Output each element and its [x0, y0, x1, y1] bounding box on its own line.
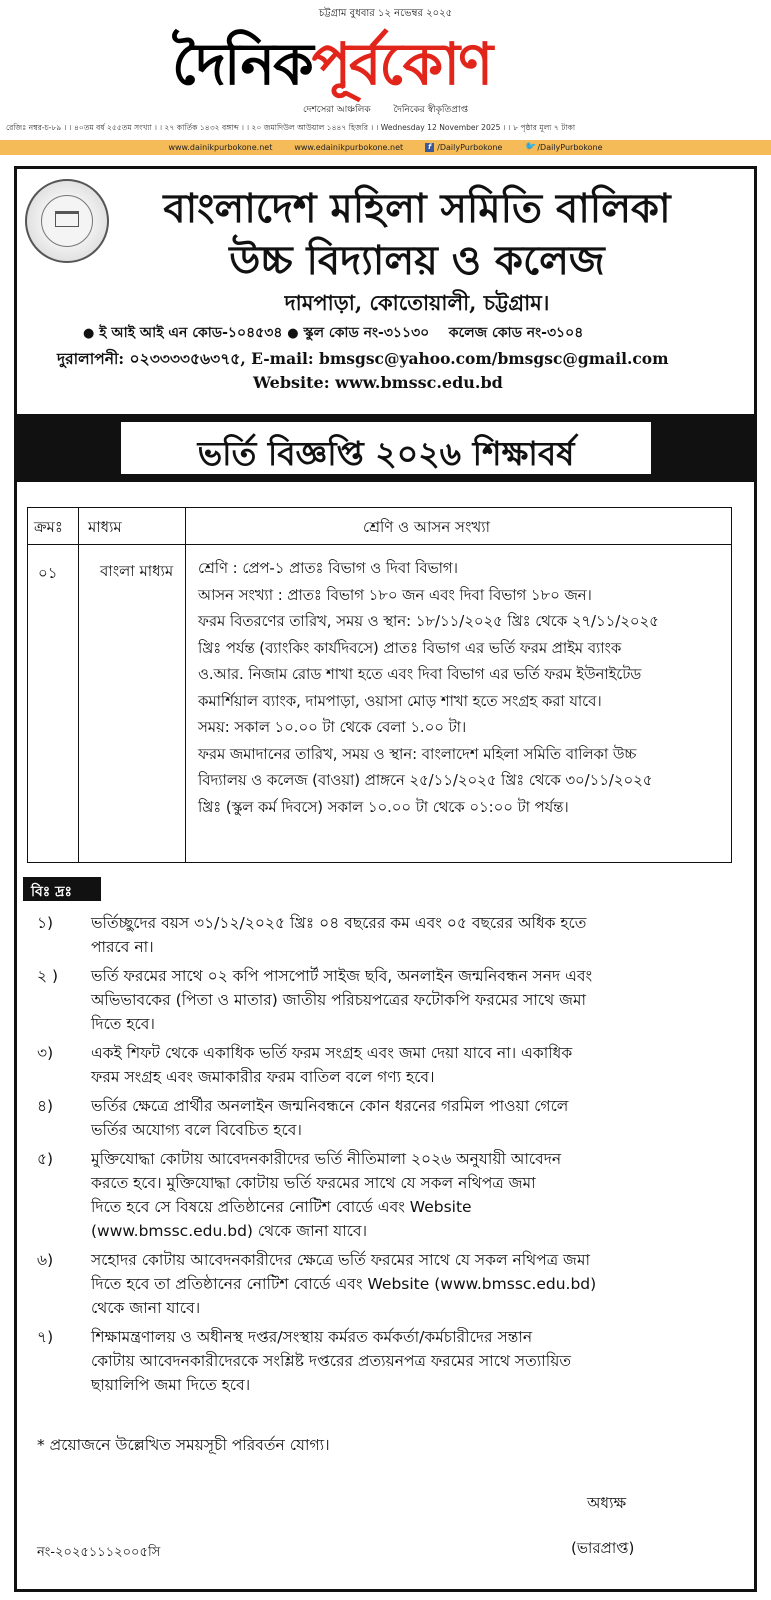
- detail-line: ফরম বিতরণের তারিখ, সময় ও স্থান: ১৮/১১/২০২৫ খ্রিঃ থেকে ২৭/১১/২০২৫: [198, 613, 659, 630]
- note-number: ২ ): [37, 967, 59, 985]
- twitter-icon: 🐦: [524, 142, 536, 152]
- note-line: থেকে জানা যাবে।: [91, 1299, 201, 1317]
- eiin-code: ই আই আই এন কোড-১০৪৫৩৪: [99, 325, 283, 341]
- header-serial: ক্রমঃ: [34, 518, 63, 536]
- note-line: মুক্তিযোদ্ধা কোটায় আবেদনকারীদের ভর্তি নীতিমালা ২০২৬ অনুযায়ী আবেদন: [91, 1150, 562, 1168]
- detail-line: খ্রিঃ (স্কুল কর্ম দিবসে) সকাল ১০.০০ টা থেকে ০১:০০ টা পর্যন্ত।: [198, 798, 569, 816]
- masthead-tagline: দেশসেরা আঞ্চলিক দৈনিকের স্বীকৃতিপ্রাপ্ত: [303, 105, 468, 115]
- note-item: [29, 1248, 739, 1320]
- detail-line: বিদ্যালয় ও কলেজ (বাওয়া) প্রাঙ্গনে ২৫/১১/২০২৫ খ্রিঃ থেকে ৩০/১১/২০২৫: [198, 772, 653, 789]
- reference-number: নং-২০২৫১১১২০০৫সি: [37, 1545, 161, 1560]
- note-line: সহোদর কোটায় আবেদনকারীদের ক্ষেত্রে ভর্তি ফরমের সাথে যে সকল নথিপত্র জমা: [91, 1251, 591, 1269]
- note-number: ৬): [37, 1251, 54, 1269]
- logo-text-black: দৈনিক: [172, 30, 312, 98]
- note-item: [29, 1147, 739, 1243]
- detail-line: ফরম জমাদানের তারিখ, সময় ও স্থান: বাংলাদেশ মহিলা সমিতি বালিকা উচ্চ: [198, 745, 637, 763]
- detail-line: কমার্শিয়াল ব্যাংক, দামপাড়া, ওয়াসা মোড় শাখা হতে সংগ্রহ করা যাবে।: [198, 692, 602, 710]
- twitter-link[interactable]: [524, 143, 602, 152]
- note-line: দিতে হবে তা প্রতিষ্ঠানের নোটিশ বোর্ডে এবং Website (www.bmssc.edu.bd): [91, 1275, 597, 1293]
- note-line: শিক্ষামন্ত্রণালয় ও অধীনস্থ দপ্তর/সংস্থায় কর্মরত কর্মকর্তা/কর্মচারীদের সন্তান: [91, 1328, 533, 1346]
- table-divider: [28, 544, 731, 545]
- note-line: অভিভাবকের (পিতা ও মাতার) জাতীয় পরিচয়পত্রের ফটোকপি ফরমের সাথে জমা: [91, 991, 587, 1009]
- table-divider: [78, 508, 79, 862]
- college-code: কলেজ কোড নং-৩১০৪: [448, 325, 584, 341]
- masthead-date: চট্টগ্রাম বুধবার ১২ নভেম্বর ২০২৫: [318, 8, 453, 19]
- school-codes: [83, 321, 743, 345]
- banner-title: ভর্তি বিজ্ঞপ্তি ২০২৬ শিক্ষাবর্ষ: [197, 434, 575, 473]
- detail-line: আসন সংখ্যা : প্রাতঃ বিভাগ ১৮০ জন এবং দিবা বিভাগ ১৮০ জন।: [198, 586, 592, 604]
- note-line: দিতে হবে।: [91, 1015, 155, 1033]
- note-item: [29, 911, 739, 959]
- note-line: ভর্তির ক্ষেত্রে প্রার্থীর অনলাইন জন্মনিবন্ধনে কোন ধরনের গরমিল পাওয়া গেলে: [91, 1097, 569, 1115]
- newspaper-masthead: [0, 0, 771, 140]
- school-emblem-icon: [25, 179, 109, 263]
- note-item: [29, 1325, 739, 1397]
- school-website[interactable]: Website: www.bmssc.edu.bd: [253, 373, 503, 392]
- facebook-icon: f: [425, 143, 434, 152]
- note-number: ৭): [37, 1328, 54, 1346]
- detail-line: খ্রিঃ পর্যন্ত (ব্যাংকিং কার্যদিবসে) প্রাতঃ বিভাগ এর ভর্তি ফরম প্রাইম ব্যাংক: [198, 639, 622, 657]
- school-address: দামপাড়া, কোতোয়ালী, চট্টগ্রাম।: [284, 290, 550, 315]
- twitter-handle: /DailyPurbokone: [537, 143, 603, 152]
- footnote: * প্রয়োজনে উল্লেখিত সময়সূচী পরিবর্তন যোগ্য।: [37, 1436, 330, 1454]
- header-details: শ্রেণি ও আসন সংখ্যা: [363, 518, 490, 536]
- principal-note: (ভারপ্রাপ্ত): [571, 1539, 635, 1557]
- note-number: ৫): [37, 1150, 54, 1168]
- principal-title: অধ্যক্ষ: [587, 1494, 627, 1512]
- note-number: ৪): [37, 1097, 54, 1115]
- note-number: ১): [37, 914, 54, 932]
- note-line: পারবে না।: [91, 938, 154, 956]
- masthead-info-line: রেজিঃ নম্বর-চ-৮৯ । । ৪০তম বর্ষ ২৫৫তম সংখ্যা । । ২৭ কার্তিক ১৪৩২ বঙ্গাব্দ । । ২০ জমাদিউল আউয়াল ১৪৪৭ হিজরি । । Wednesday 12 November 2025 । । ৮ পৃষ্ঠার মূল্য ৭ টাকা: [6, 123, 576, 132]
- school-contact: দুরালাপনী: ০২৩৩৩৩৫৬৩৭৫, E-mail: bmsgsc@yahoo.com/bmsgsc@gmail.com: [57, 349, 669, 368]
- note-number: ৩): [37, 1044, 54, 1062]
- header-medium: মাধ্যম: [88, 518, 122, 536]
- epaper-link[interactable]: www.edainikpurbokone.net: [294, 143, 404, 152]
- notice-banner: [17, 414, 754, 482]
- notes-label: বিঃ দ্রঃ: [23, 877, 101, 901]
- note-line: একই শিফট থেকে একাধিক ভর্তি ফরম সংগ্রহ এবং জমা দেয়া যাবে না। একাধিক: [91, 1044, 573, 1062]
- notes-list: [29, 911, 739, 1402]
- row-medium: বাংলা মাধ্যম: [100, 562, 174, 580]
- row-details: [198, 556, 728, 821]
- facebook-handle: /DailyPurbokone: [437, 143, 503, 152]
- note-line: ভর্তির অযোগ্য বলে বিবেচিত হবে।: [91, 1121, 302, 1139]
- bullet-icon: ●: [83, 326, 95, 341]
- school-name-line2: উচ্চ বিদ্যালয় ও কলেজ: [229, 237, 605, 284]
- row-serial: ০১: [38, 564, 58, 582]
- note-item: [29, 1094, 739, 1142]
- note-item: [29, 1041, 739, 1089]
- site-link[interactable]: www.dainikpurbokone.net: [168, 143, 273, 152]
- note-line: ফরম সংগ্রহ এবং জমাকারীর ফরম বাতিল বলে গণ্য হবে।: [91, 1068, 435, 1086]
- newspaper-logo[interactable]: [172, 20, 491, 100]
- facebook-link[interactable]: [425, 143, 502, 152]
- detail-line: ও.আর. নিজাম রোড শাখা হতে এবং দিবা বিভাগ এর ভর্তি ফরম ইউনাইটেড: [198, 666, 642, 683]
- banner-box: [121, 422, 651, 474]
- note-line: কোটায় আবেদনকারীদেরকে সংশ্লিষ্ট দপ্তরের প্রত্যয়নপত্র ফরমের সাথে সত্যায়িত: [91, 1352, 571, 1370]
- school-name-line1: বাংলাদেশ মহিলা সমিতি বালিকা: [163, 185, 671, 232]
- admission-notice: [14, 166, 757, 1592]
- admission-table: [27, 507, 732, 863]
- note-line: ভর্তিচ্ছুদের বয়স ৩১/১২/২০২৫ খ্রিঃ ০৪ বছরের কম এবং ০৫ বছরের অধিক হতে: [91, 914, 587, 932]
- school-header: [17, 169, 754, 414]
- note-item: [29, 964, 739, 1036]
- logo-text-red: পূর্বকোণ: [311, 30, 492, 98]
- table-divider: [185, 508, 186, 862]
- emblem-book-icon: [55, 211, 79, 227]
- note-line: ছায়ালিপি জমা দিতে হবে।: [91, 1376, 251, 1394]
- note-line: করতে হবে। মুক্তিযোদ্ধা কোটায় ভর্তি ফরমের সাথে যে সকল নথিপত্র জমা: [91, 1174, 536, 1192]
- bullet-icon: ●: [287, 326, 299, 341]
- web-links-strip: [0, 140, 771, 155]
- school-code: স্কুল কোড নং-৩১১৩০: [303, 325, 430, 341]
- detail-line: সময়: সকাল ১০.০০ টা থেকে বেলা ১.০০ টা।: [198, 719, 467, 736]
- note-line: ভর্তি ফরমের সাথে ০২ কপি পাসপোর্ট সাইজ ছবি, অনলাইন জন্মনিবন্ধন সনদ এবং: [91, 967, 593, 985]
- note-line: (www.bmssc.edu.bd) থেকে জানা যাবে।: [91, 1222, 368, 1240]
- detail-line: শ্রেণি : প্রেপ-১ প্রাতঃ বিভাগ ও দিবা বিভাগ।: [198, 560, 458, 577]
- note-line: দিতে হবে সে বিষয়ে প্রতিষ্ঠানের নোটিশ বোর্ডে এবং Website: [91, 1198, 472, 1216]
